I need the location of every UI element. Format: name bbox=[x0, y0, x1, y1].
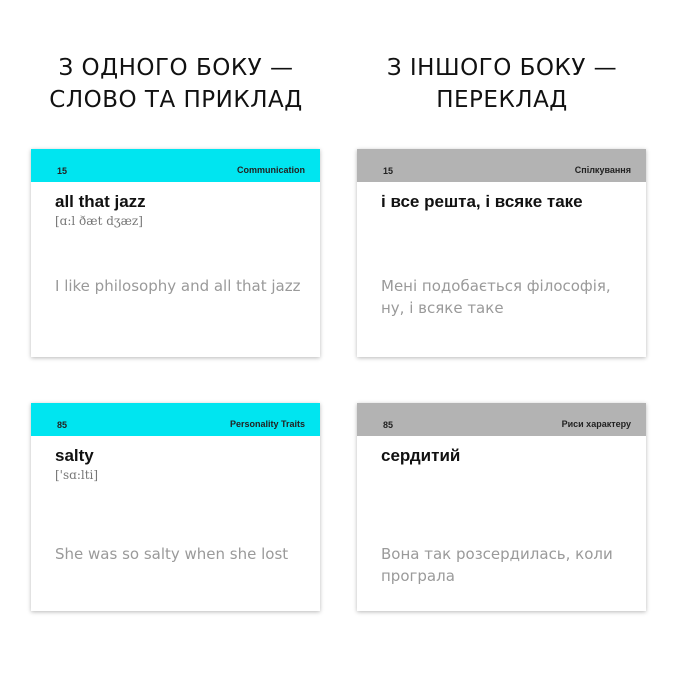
card-example: I like philosophy and all that jazz bbox=[55, 277, 301, 295]
heading-front-line-1: З ОДНОГО БОКУ — bbox=[58, 55, 294, 81]
card-word: salty bbox=[55, 446, 94, 465]
card-category: Риси характеру bbox=[561, 419, 631, 429]
flashcard-back-1 bbox=[357, 149, 646, 357]
card-phonetic: ['sɑ:lti] bbox=[55, 468, 99, 482]
card-number: 15 bbox=[57, 166, 68, 176]
card-category: Communication bbox=[236, 165, 305, 175]
card-word: all that jazz bbox=[55, 192, 146, 211]
heading-back-line-1: З ІНШОГО БОКУ — bbox=[386, 55, 618, 81]
card-example-translation: Вона так розсердилась, коли програла bbox=[381, 545, 613, 585]
card-phonetic: [ɑ:l ðæt dʒæz] bbox=[55, 214, 143, 228]
flashcard-front-1 bbox=[31, 149, 320, 357]
card-category: Personality Traits bbox=[229, 419, 305, 429]
card-number: 15 bbox=[383, 166, 394, 176]
card-number: 85 bbox=[57, 420, 68, 430]
flashcard-front-2 bbox=[31, 403, 320, 611]
card-translation: сердитий bbox=[381, 446, 461, 465]
heading-front-side bbox=[26, 52, 326, 116]
heading-back-line-2: ПЕРЕКЛАД bbox=[436, 87, 568, 113]
card-example: She was so salty when she lost bbox=[55, 545, 289, 563]
heading-back-side bbox=[352, 52, 652, 116]
card-translation: і все решта, і всяке таке bbox=[381, 192, 583, 211]
card-category: Спілкування bbox=[574, 165, 631, 175]
flashcard-back-2 bbox=[357, 403, 646, 611]
heading-front-line-2: СЛОВО ТА ПРИКЛАД bbox=[49, 87, 303, 113]
card-number: 85 bbox=[383, 420, 394, 430]
card-example-translation: Мені подобається філософія, ну, і всяке таке bbox=[381, 277, 611, 317]
